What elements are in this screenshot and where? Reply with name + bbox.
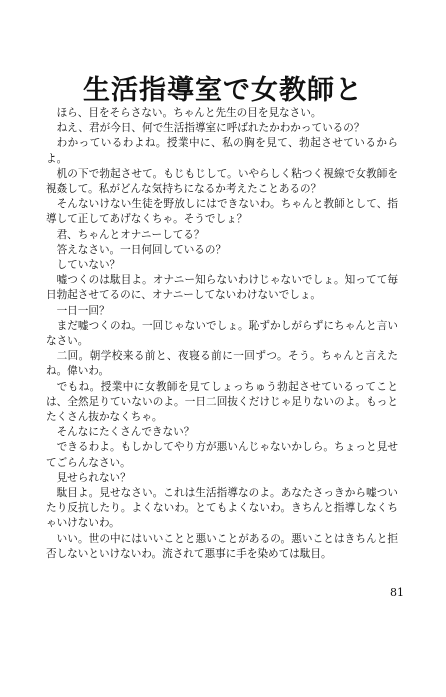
paragraph: そんないけない生徒を野放しにはできないわ。ちゃんと教師として、指導して正してあげなくちゃ。そうでしょ？	[46, 198, 398, 226]
paragraph: わかっているわよね。授業中に、私の胸を見て、勃起させているからよ。	[46, 137, 398, 165]
paragraph: 嘘つくのは駄目よ。オナニー知らないわけじゃないでしょ。知ってて毎日勃起させてるのに、オナニーしてないわけないでしょ。	[46, 274, 398, 302]
paragraph: できるわよ。もしかしてやり方が悪いんじゃないかしら。ちょっと見せてごらんなさい。	[46, 441, 398, 469]
page-number: 81	[390, 586, 404, 599]
paragraph: 二回。朝学校来る前と、夜寝る前に一回ずつ。そう。ちゃんと言えたね。偉いわ。	[46, 350, 398, 378]
paragraph: 答えなさい。一日何回しているの？	[56, 243, 227, 256]
paragraph: ほら、目をそらさない。ちゃんと先生の目を見なさい。	[56, 107, 322, 119]
paragraph: まだ嘘つくのね。一回じゃないでしょ。恥ずかしがらずにちゃんと言いなさい。	[46, 319, 398, 348]
paragraph: 君、ちゃんとオナニーしてる？	[56, 228, 205, 241]
paragraph: ねえ、君が今日、何で生活指導室に呼ばれたかわかっているの？	[56, 122, 365, 135]
paragraph: 机の下で勃起させて。もじもじして。いやらしく粘つく視線で女教師を視姦して。私がどんな気持ちになるか考えたことあるの？	[46, 167, 398, 196]
page-title: 生活指導室で女教師と	[83, 75, 363, 107]
paragraph: そんなにたくさんできない？	[56, 426, 195, 439]
paragraph: 見せられない？	[56, 471, 131, 484]
paragraph: でもね。授業中に女教師を見てしょっちゅう勃起させているってことは、全然足りていないのよ。一日二回抜くだけじゃ足りないのよ。もっとたくさん抜かなくちゃ。	[46, 380, 398, 424]
paragraph: いい。世の中にはいいことと悪いことがあるの。悪いことはきちんと拒否しないといけないわ。流されて悪事に手を染めては駄目。	[46, 532, 398, 560]
paragraph: 一日一回？	[56, 304, 110, 317]
body-text	[46, 106, 398, 562]
paragraph: していない？	[56, 259, 121, 272]
paragraph: 駄目よ。見せなさい。これは生活指導なのよ。あなたさっきから嘘ついたり反抗したり。よくないわ。とてもよくないわ。きちんと指導しなくちゃいけないわ。	[46, 487, 398, 530]
